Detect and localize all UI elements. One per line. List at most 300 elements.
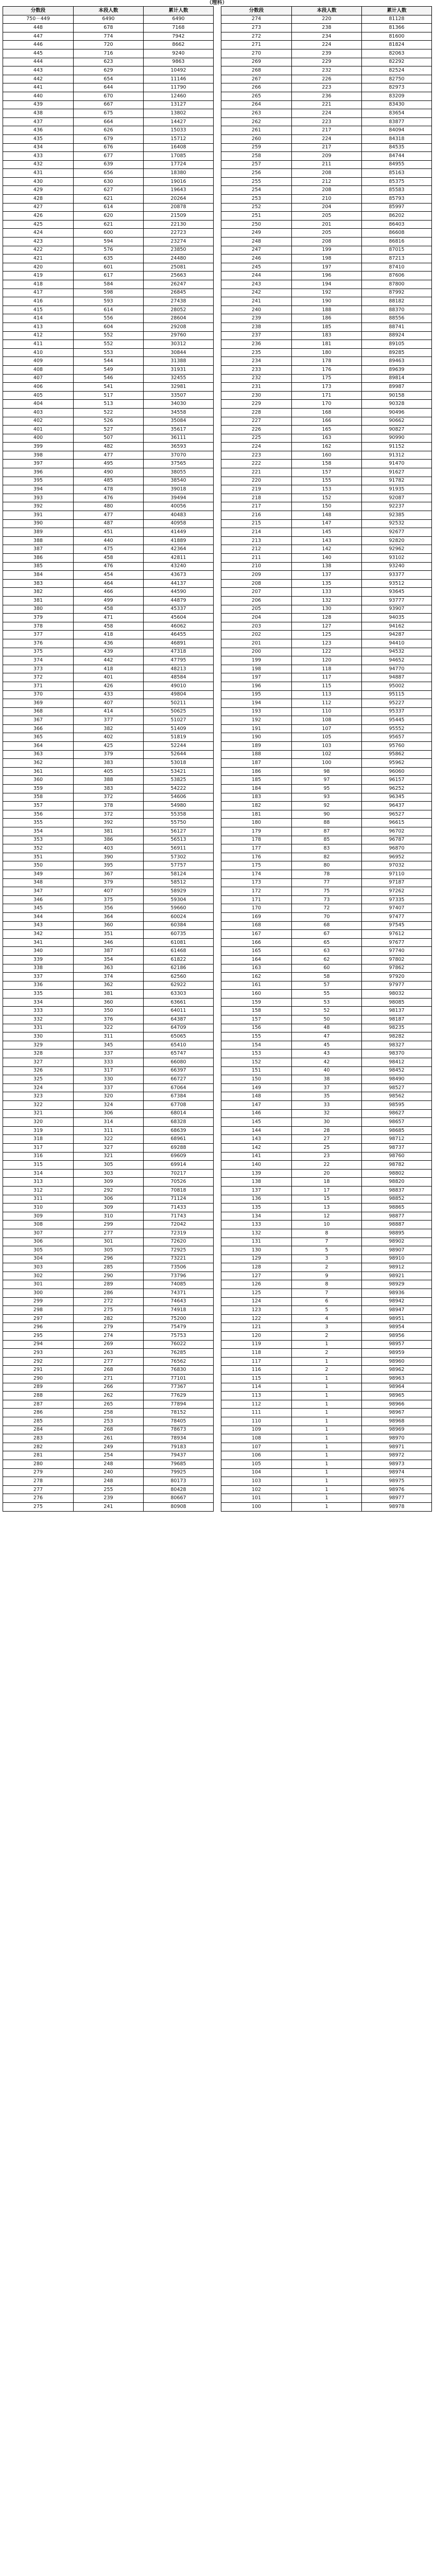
cumulative-count-cell: 85793 [362,195,432,204]
cumulative-count-cell: 46455 [144,631,214,639]
score-cell: 376 [3,639,74,648]
segment-count-cell: 217 [292,126,362,135]
score-cell: 252 [221,203,292,212]
segment-count-cell: 166 [292,417,362,426]
segment-count-cell: 158 [292,460,362,468]
segment-count-cell: 217 [292,143,362,152]
score-cell: 363 [3,750,74,759]
cumulative-count-cell: 69914 [144,1161,214,1170]
score-cell: 213 [221,536,292,545]
cumulative-count-cell: 98327 [362,1041,432,1049]
score-cell: 357 [3,802,74,810]
score-cell: 167 [221,930,292,939]
score-cell: 361 [3,767,74,776]
cumulative-count-cell: 98965 [362,1392,432,1400]
cumulative-count-cell: 23274 [144,238,214,246]
score-cell: 355 [3,819,74,827]
score-cell: 164 [221,955,292,964]
cumulative-count-cell: 73221 [144,1255,214,1263]
cumulative-count-cell: 98960 [362,1357,432,1366]
score-cell: 360 [3,776,74,785]
cumulative-count-cell: 97977 [362,981,432,990]
score-cell: 330 [3,1032,74,1041]
score-cell: 121 [221,1323,292,1332]
segment-count-cell: 623 [74,58,144,66]
cumulative-count-cell: 92237 [362,502,432,511]
cumulative-count-cell: 38540 [144,477,214,485]
score-cell: 198 [221,665,292,673]
table-row [3,238,214,246]
score-cell: 397 [3,460,74,468]
score-cell: 182 [221,802,292,810]
score-cell: 165 [221,947,292,956]
cumulative-count-cell: 75753 [144,1332,214,1341]
cumulative-count-cell: 23850 [144,246,214,255]
score-cell: 409 [3,357,74,366]
segment-count-cell: 220 [292,15,362,24]
score-cell: 393 [3,494,74,502]
score-cell: 241 [221,297,292,306]
cumulative-count-cell: 33507 [144,391,214,400]
score-cell: 379 [3,614,74,622]
table-row [221,964,432,973]
score-cell: 238 [221,323,292,331]
cumulative-count-cell: 18380 [144,169,214,178]
segment-count-cell: 224 [292,41,362,49]
segment-count-cell: 70 [292,912,362,921]
table-row [3,511,214,520]
segment-count-cell: 553 [74,348,144,357]
cumulative-count-cell: 98966 [362,1400,432,1409]
cumulative-count-cell: 72042 [144,1221,214,1229]
score-cell: 102 [221,1485,292,1494]
segment-count-cell: 379 [74,750,144,759]
segment-count-cell: 32 [292,1109,362,1118]
score-cell: 146 [221,1109,292,1118]
score-cell: 195 [221,690,292,699]
cumulative-count-cell: 98370 [362,1049,432,1058]
segment-count-cell: 477 [74,451,144,460]
cumulative-count-cell: 94162 [362,622,432,631]
segment-count-cell: 238 [292,24,362,32]
table-row [3,1434,214,1443]
segment-count-cell: 275 [74,1306,144,1315]
cumulative-count-cell: 95002 [362,682,432,690]
segment-count-cell: 78 [292,870,362,878]
cumulative-count-cell: 90827 [362,426,432,434]
table-row [221,460,432,468]
table-row [3,605,214,614]
table-row [221,1152,432,1161]
segment-count-cell: 382 [74,724,144,733]
table-row [221,536,432,545]
segment-count-cell: 57 [292,981,362,990]
score-cell: 249 [221,229,292,238]
table-row [221,15,432,24]
table-row [3,861,214,870]
segment-count-cell: 679 [74,134,144,143]
table-row [221,1092,432,1101]
cumulative-count-cell: 72925 [144,1246,214,1255]
cumulative-count-cell: 97740 [362,947,432,956]
score-cell: 340 [3,947,74,956]
cumulative-count-cell: 98947 [362,1306,432,1315]
cumulative-count-cell: 50625 [144,707,214,716]
cumulative-count-cell: 64387 [144,1015,214,1024]
table-row [3,255,214,263]
cumulative-count-cell: 34030 [144,400,214,409]
score-cell: 181 [221,810,292,819]
segment-count-cell: 594 [74,238,144,246]
score-cell: 287 [3,1400,74,1409]
score-cell: 320 [3,1118,74,1127]
score-cell: 177 [221,844,292,853]
score-cell: 172 [221,887,292,896]
segment-count-cell: 584 [74,280,144,289]
cumulative-count-cell: 95760 [362,742,432,751]
table-row [221,981,432,990]
cumulative-count-cell: 62186 [144,964,214,973]
cumulative-count-cell: 98910 [362,1255,432,1263]
cumulative-count-cell: 98969 [362,1426,432,1434]
table-row [221,1041,432,1049]
score-cell: 280 [3,1460,74,1468]
segment-count-cell: 125 [292,631,362,639]
table-row [3,502,214,511]
score-cell: 123 [221,1306,292,1315]
table-row [221,562,432,571]
cumulative-count-cell: 86403 [362,220,432,229]
score-cell: 406 [3,383,74,392]
cumulative-count-cell: 90662 [362,417,432,426]
table-row [3,400,214,409]
score-cell: 426 [3,212,74,221]
segment-count-cell: 1 [292,1340,362,1349]
cumulative-count-cell: 98956 [362,1332,432,1341]
score-cell: 112 [221,1400,292,1409]
table-row [221,1229,432,1238]
table-row [221,861,432,870]
segment-count-cell: 147 [292,519,362,528]
segment-count-cell: 127 [292,622,362,631]
table-row [221,1083,432,1092]
score-cell: 291 [3,1366,74,1375]
segment-count-cell: 522 [74,408,144,417]
table-row [3,1143,214,1152]
segment-count-cell: 407 [74,887,144,896]
score-cell: 418 [3,280,74,289]
segment-count-cell: 223 [292,117,362,126]
cumulative-count-cell: 68014 [144,1109,214,1118]
table-row [3,1375,214,1383]
table-row [221,853,432,861]
segment-count-cell: 350 [74,1007,144,1015]
segment-count-cell: 392 [74,819,144,827]
segment-count-cell: 289 [74,1280,144,1289]
table-row [221,1238,432,1246]
score-cell: 265 [221,92,292,100]
score-cell: 117 [221,1357,292,1366]
table-row [221,819,432,827]
score-cell: 289 [3,1383,74,1392]
table-row [3,1357,214,1366]
cumulative-count-cell: 98976 [362,1485,432,1494]
table-row [221,1126,432,1135]
cumulative-count-cell: 54606 [144,793,214,802]
score-cell: 173 [221,878,292,887]
table-row [221,596,432,605]
segment-count-cell: 1 [292,1502,362,1511]
table-row [221,648,432,656]
table-row [221,690,432,699]
segment-count-cell: 426 [74,682,144,690]
score-cell: 270 [221,49,292,58]
table-row [3,1221,214,1229]
cumulative-count-cell: 91470 [362,460,432,468]
segment-count-cell: 656 [74,169,144,178]
cumulative-count-cell: 91782 [362,477,432,485]
segment-count-cell: 268 [74,1426,144,1434]
cumulative-count-cell: 96870 [362,844,432,853]
table-row [221,426,432,434]
table-row [221,1297,432,1306]
table-row [3,1323,214,1332]
cumulative-count-cell: 97920 [362,973,432,981]
table-row [3,1058,214,1067]
cumulative-count-cell: 97032 [362,861,432,870]
segment-count-cell: 576 [74,246,144,255]
score-cell: 125 [221,1289,292,1298]
segment-count-cell: 210 [292,195,362,204]
score-cell: 126 [221,1280,292,1289]
segment-count-cell: 53 [292,998,362,1007]
table-row [221,408,432,417]
score-cell: 246 [221,255,292,263]
table-row [221,1392,432,1400]
table-row [221,1366,432,1375]
table-row [3,24,214,32]
table-row [221,639,432,648]
table-row [3,1075,214,1084]
cumulative-count-cell: 30312 [144,340,214,349]
table-row [3,1314,214,1323]
cumulative-count-cell: 82292 [362,58,432,66]
cumulative-count-cell: 64011 [144,1007,214,1015]
cumulative-count-cell: 22130 [144,220,214,229]
score-cell: 229 [221,400,292,409]
cumulative-count-cell: 98137 [362,1007,432,1015]
cumulative-count-cell: 91935 [362,485,432,494]
cumulative-count-cell: 98977 [362,1494,432,1503]
table-row [3,596,214,605]
table-row [3,785,214,793]
score-cell: 142 [221,1143,292,1152]
segment-count-cell: 379 [74,878,144,887]
cumulative-count-cell: 94887 [362,673,432,682]
segment-count-cell: 5 [292,1306,362,1315]
segment-count-cell: 305 [74,1161,144,1170]
score-cell: 323 [3,1092,74,1101]
score-cell: 141 [221,1152,292,1161]
segment-count-cell: 330 [74,1075,144,1084]
cumulative-count-cell: 81824 [362,41,432,49]
segment-count-cell: 17 [292,1186,362,1195]
cumulative-count-cell: 80428 [144,1485,214,1494]
table-row [3,1306,214,1315]
table-row [3,853,214,861]
cumulative-count-cell: 43673 [144,571,214,580]
table-row [221,793,432,802]
score-cell: 204 [221,614,292,622]
cumulative-count-cell: 77367 [144,1383,214,1392]
segment-count-cell: 254 [74,1451,144,1460]
segment-count-cell: 201 [292,220,362,229]
segment-count-cell: 774 [74,32,144,41]
cumulative-count-cell: 51027 [144,716,214,725]
cumulative-count-cell: 75479 [144,1323,214,1332]
segment-count-cell: 12 [292,1212,362,1221]
score-cell: 407 [3,374,74,383]
score-cell: 372 [3,673,74,682]
segment-count-cell: 50 [292,1015,362,1024]
cumulative-count-cell: 97802 [362,955,432,964]
table-row [3,246,214,255]
segment-count-cell: 2 [292,1332,362,1341]
score-cell: 433 [3,152,74,161]
score-cell: 404 [3,400,74,409]
score-cell: 374 [3,656,74,665]
segment-count-cell: 306 [74,1109,144,1118]
table-row [3,912,214,921]
score-cell: 203 [221,622,292,631]
cumulative-count-cell: 85163 [362,169,432,178]
cumulative-count-cell: 38055 [144,468,214,477]
segment-count-cell: 266 [74,1383,144,1392]
table-row [221,571,432,580]
table-row [221,1032,432,1041]
cumulative-count-cell: 15033 [144,126,214,135]
score-cell: 174 [221,870,292,878]
table-row [221,716,432,725]
cumulative-count-cell: 87992 [362,289,432,297]
cumulative-count-cell: 87800 [362,280,432,289]
cumulative-count-cell: 17724 [144,160,214,169]
score-cell: 283 [3,1434,74,1443]
table-row [221,297,432,306]
cumulative-count-cell: 98942 [362,1297,432,1306]
table-row [3,767,214,776]
cumulative-count-cell: 76285 [144,1349,214,1358]
segment-count-cell: 145 [292,528,362,537]
table-row [3,365,214,374]
cumulative-count-cell: 84094 [362,126,432,135]
table-row [3,177,214,186]
table-row [3,1135,214,1144]
score-cell: 116 [221,1366,292,1375]
cumulative-count-cell: 98954 [362,1323,432,1332]
cumulative-count-cell: 45337 [144,605,214,614]
cumulative-count-cell: 79183 [144,1443,214,1451]
score-cell: 353 [3,836,74,844]
segment-count-cell: 377 [74,716,144,725]
segment-count-cell: 47 [292,1032,362,1041]
segment-count-cell: 100 [292,759,362,768]
segment-count-cell: 180 [292,348,362,357]
table-row [221,776,432,785]
segment-count-cell: 224 [292,109,362,118]
table-row [221,195,432,204]
table-row [3,66,214,75]
segment-count-cell: 6490 [74,15,144,24]
table-row [221,1443,432,1451]
cumulative-count-cell: 56513 [144,836,214,844]
score-cell: 251 [221,212,292,221]
segment-count-cell: 309 [74,1178,144,1187]
score-cell: 245 [221,263,292,272]
cumulative-count-cell: 84744 [362,152,432,161]
cumulative-count-cell: 78152 [144,1409,214,1417]
segment-count-cell: 258 [74,1409,144,1417]
segment-count-cell: 544 [74,357,144,366]
table-row [221,579,432,588]
segment-count-cell: 309 [74,1204,144,1212]
table-row [3,1024,214,1032]
cumulative-count-cell: 89639 [362,365,432,374]
segment-count-cell: 364 [74,912,144,921]
table-row [221,673,432,682]
score-cell: 339 [3,955,74,964]
table-row [221,169,432,178]
table-row [221,930,432,939]
table-row [3,1118,214,1127]
score-cell: 750－449 [3,15,74,24]
score-cell: 153 [221,1049,292,1058]
score-cell: 224 [221,443,292,451]
table-row [221,238,432,246]
cumulative-count-cell: 92532 [362,519,432,528]
score-cell: 290 [3,1375,74,1383]
cumulative-count-cell: 58512 [144,878,214,887]
table-row [3,554,214,563]
cumulative-count-cell: 80667 [144,1494,214,1503]
cumulative-count-cell: 98865 [362,1204,432,1212]
segment-count-cell: 299 [74,1221,144,1229]
cumulative-count-cell: 98562 [362,1092,432,1101]
score-cell: 183 [221,793,292,802]
score-cell: 160 [221,990,292,998]
table-row [221,1417,432,1426]
table-row [221,588,432,597]
cumulative-count-cell: 62922 [144,981,214,990]
segment-count-cell: 286 [74,1289,144,1298]
cumulative-count-cell: 80908 [144,1502,214,1511]
score-cell: 135 [221,1204,292,1212]
score-cell: 119 [221,1340,292,1349]
cumulative-count-cell: 46062 [144,622,214,631]
table-row [221,272,432,280]
score-cell: 179 [221,827,292,836]
segment-count-cell: 346 [74,938,144,947]
header-row [3,7,214,15]
segment-count-cell: 362 [74,981,144,990]
segment-count-cell: 194 [292,280,362,289]
segment-count-cell: 614 [74,203,144,212]
table-row [3,639,214,648]
cumulative-count-cell: 78673 [144,1426,214,1434]
table-row [3,545,214,554]
segment-count-cell: 143 [292,536,362,545]
score-cell: 383 [3,579,74,588]
